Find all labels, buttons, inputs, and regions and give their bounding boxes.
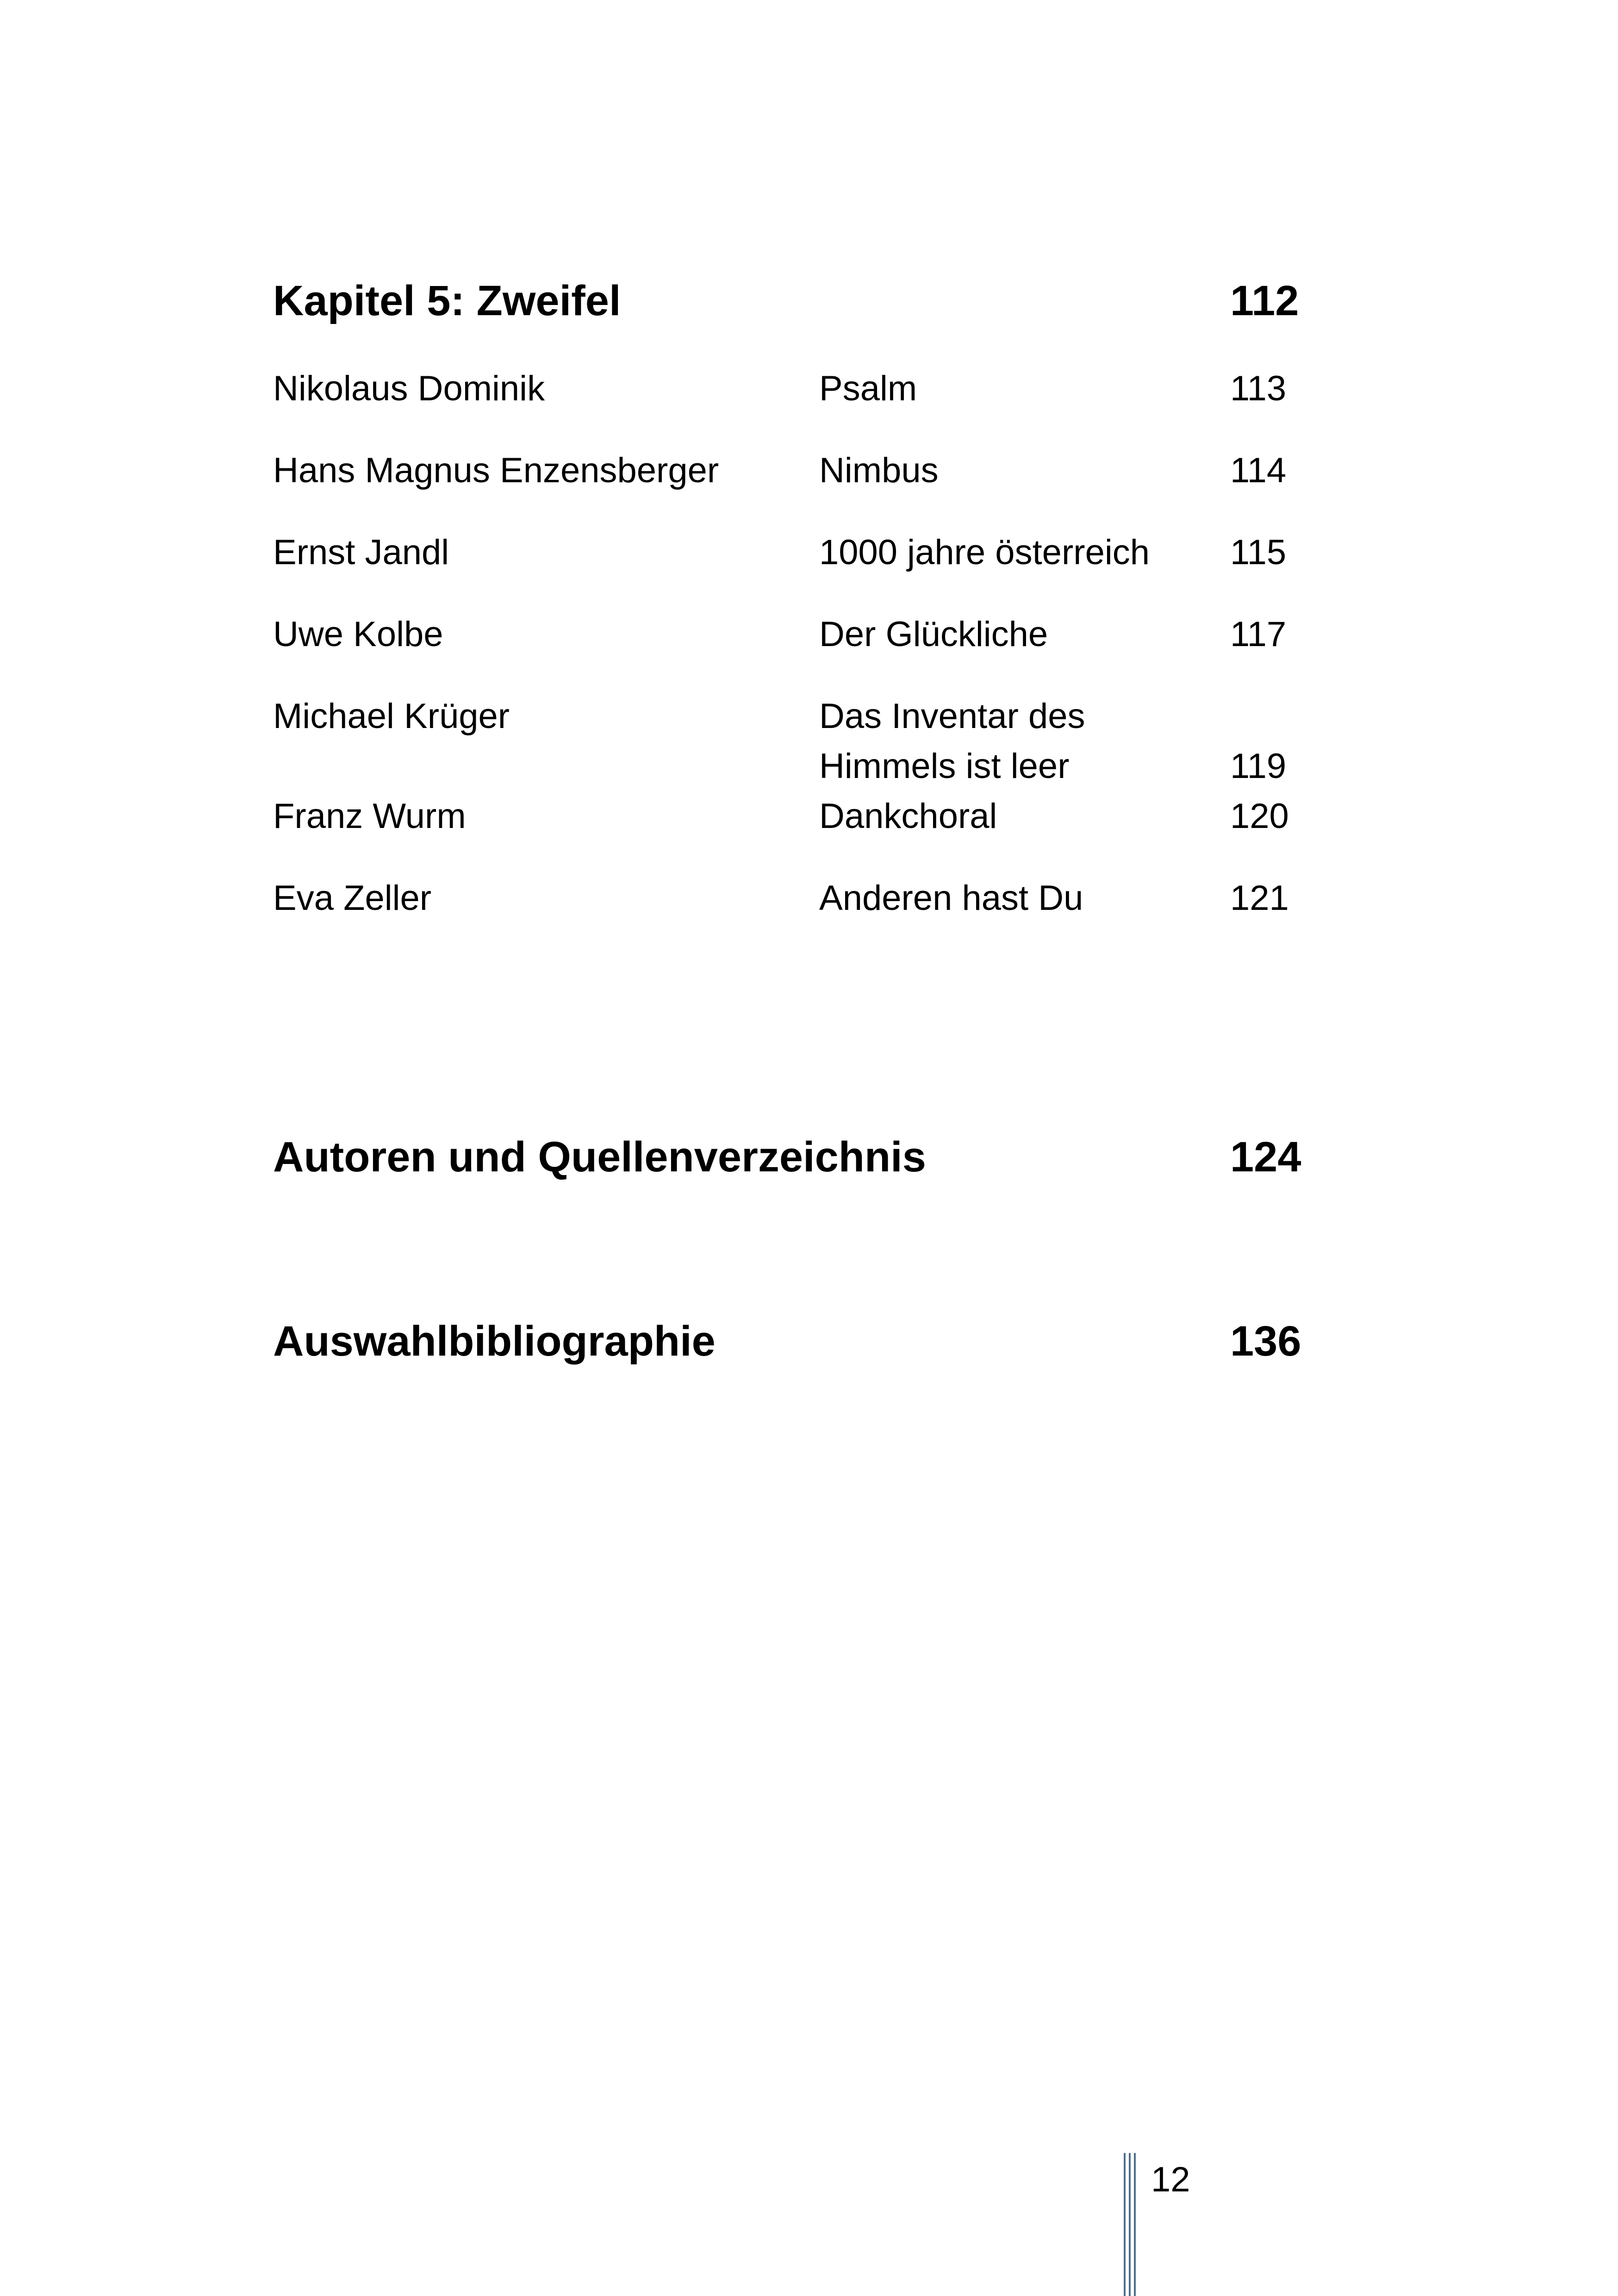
entry-title-line: Nimbus xyxy=(819,451,939,490)
entry-title xyxy=(819,691,1085,791)
entry-title xyxy=(819,610,1048,660)
entry-page-number: 120 xyxy=(1230,796,1289,836)
entry-title xyxy=(819,446,939,496)
entry-title-line: Himmels ist leer xyxy=(819,747,1070,786)
section-page-number: 124 xyxy=(1230,1133,1301,1181)
entry-author: Uwe Kolbe xyxy=(273,615,443,654)
entry-page-number: 114 xyxy=(1230,451,1287,490)
entry-author: Hans Magnus Enzensberger xyxy=(273,451,719,490)
entry-title-line: Das Inventar des xyxy=(819,697,1085,736)
footer-rule-bar xyxy=(1124,2153,1126,2296)
entry-page-number: 117 xyxy=(1230,615,1287,654)
section-title: Auswahlbibliographie xyxy=(273,1318,716,1365)
chapter-heading xyxy=(273,275,1305,326)
entry-title xyxy=(819,791,997,841)
page-number: 12 xyxy=(1151,2160,1190,2199)
entry-author: Ernst Jandl xyxy=(273,533,449,572)
entry-title-line: Psalm xyxy=(819,369,917,408)
entry-author: Michael Krüger xyxy=(273,697,510,736)
section-heading-bibliography xyxy=(273,1316,1305,1367)
section-page-number: 136 xyxy=(1230,1318,1301,1365)
chapter-title: Kapitel 5: Zweifel xyxy=(273,277,621,324)
entry-page-number: 115 xyxy=(1230,533,1287,572)
entry-title-line: Der Glückliche xyxy=(819,615,1048,654)
section-title: Autoren und Quellenverzeichnis xyxy=(273,1133,926,1181)
entry-page-number: 119 xyxy=(1230,747,1287,786)
entry-title xyxy=(819,364,917,414)
entry-title xyxy=(819,873,1083,923)
entry-page-number: 113 xyxy=(1230,369,1287,408)
footer-rule-bar xyxy=(1129,2153,1131,2296)
entry-author: Franz Wurm xyxy=(273,796,466,836)
entry-title xyxy=(819,528,1150,578)
chapter-page-number: 112 xyxy=(1230,277,1299,324)
footer-rule xyxy=(1124,2153,1136,2296)
entry-author: Eva Zeller xyxy=(273,878,432,918)
entry-title-line: Anderen hast Du xyxy=(819,878,1083,918)
entry-title-line: 1000 jahre österreich xyxy=(819,533,1150,572)
section-heading-authors-sources xyxy=(273,1132,1305,1182)
entry-page-number: 121 xyxy=(1230,878,1289,918)
footer-rule-bar xyxy=(1134,2153,1136,2296)
entry-author: Nikolaus Dominik xyxy=(273,369,545,408)
entry-title-line: Dankchoral xyxy=(819,796,997,836)
